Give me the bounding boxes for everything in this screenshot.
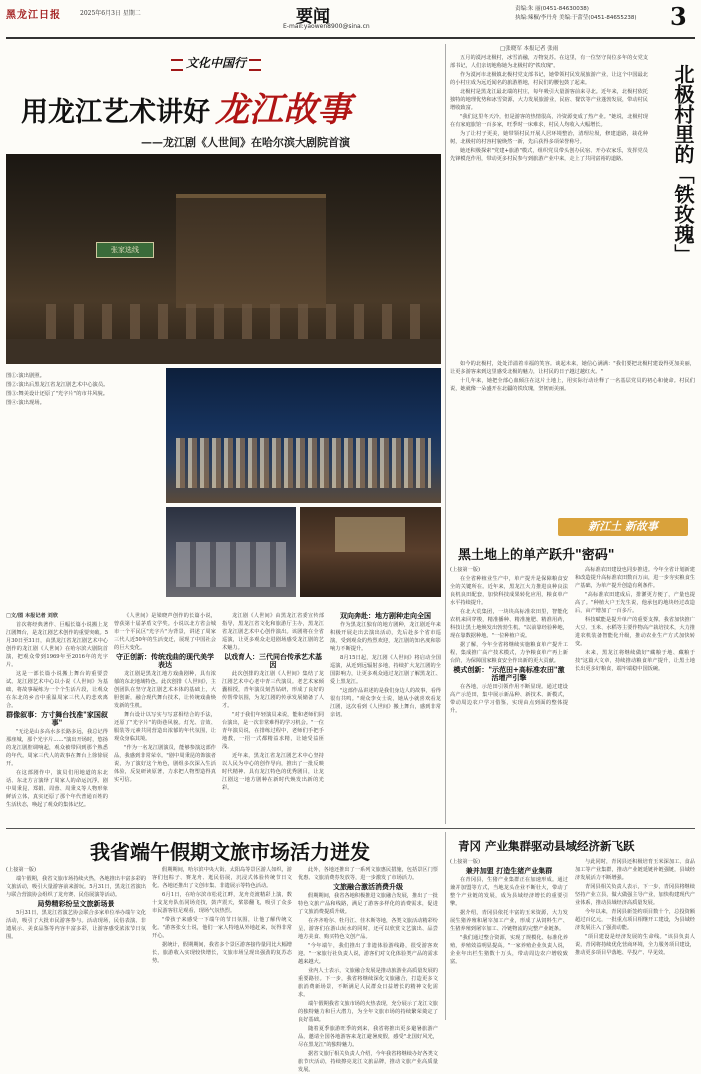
main-para-5: 《人世间》是梁晓声创作的长篇小说，曾获第十届茅盾文学奖。小说以北方省会城市一个平民区"光字片"为背景，讲述了周家三代人近50年的生活变迁，展现了中国社会的巨大变化。 (114, 613, 216, 651)
travel-para-8: 假期期间，我省各地积极推进文旅融合发展，推出了一批特色文旅产品和线路，满足了游客多样化的消费需求，促进了文旅消费提质升级。 (298, 893, 438, 915)
village-kicker: □张晓军 本报记者 张雨 (500, 46, 559, 52)
village-para-7: 如今的北极村，处处洋溢着幸福的笑容。谈起未来，她信心满满："我们要把北极村建设得更加美丽，让更多游客来到这里感受北极的魅力，让村民的日子越过越红火。" (450, 361, 695, 375)
photo-caption: 图①:演出剧照。 图②:演出后黑龙江省龙江剧艺术中心演员。 图③:舞美设计还原了"光字片"的市井风貌。 图④:演出现场。 (6, 373, 109, 406)
travel-col-2 (152, 866, 292, 1020)
lower-column-separator (445, 832, 446, 1020)
masthead-rule (6, 37, 695, 39)
main-story (6, 42, 441, 826)
tag-col-1 (450, 566, 568, 824)
stage-sign-text: 张家选线 (111, 246, 139, 254)
tag-para-7: 科技赋能是提升单产的重要支撑。我省加快推广大豆、玉米、水稻等主要作物高产栽培技术，大力推进农机装备智能化升级，推动农业生产方式加快转变。 (575, 617, 695, 647)
travel-subtitle-1: 局势精彩纷呈文旅新场景 (37, 899, 115, 908)
main-para-4: 在这部剧作中，演员们用地道的东北话、东北方言演绎了周家人的命运沉浮。剧中周秉昆、郑娟、周蓉、周秉义等人物形象鲜活立体，真实还原了那个年代普通百姓的生活状态，唤起了观众的集体记忆。 (6, 770, 108, 808)
masthead (0, 0, 701, 38)
main-para-10: 此次创排的龙江剧《人世间》集结了龙江剧艺术中心老中青三代演员。老艺术家倾囊相授，青年演员刻苦钻研，形成了良好的传帮带氛围，为龙江剧的传承发展储备了人才。 (222, 671, 324, 709)
industry-headline: 青冈 产业集群驱动县域经济新飞跃 (458, 839, 635, 853)
stage-house-silhouette (176, 194, 326, 308)
main-para-1: 首次将经典著作、巨幅长篇小说搬上龙江剧舞台，是龙江剧艺术创作的重要突破。5月30日至31日，由黑龙江省龙江剧艺术中心创作的龙江剧《人世间》在哈尔滨大剧院首演，把观众带到1969年至2016年的光字片。 (6, 622, 108, 668)
main-col-1 (6, 612, 108, 826)
main-para-6: 龙江剧是黑龙江地方戏曲剧种，具有浓郁的东北地域特色。此次创排《人世间》，主创团队在坚守龙江剧艺术本体的基础上，大胆创新，融合现代舞台技术，让传统戏曲焕发新的生机。 (114, 671, 216, 709)
stage-sign (96, 242, 154, 258)
stage-design-photo (166, 507, 296, 597)
travel-para-7: 此外，各地还推出了一系列文旅惠民措施，包括景区门票优惠、文旅消费券发放等，进一步激发了市场活力。 (298, 867, 438, 881)
page-number: 3 (670, 2, 687, 31)
main-para-13: 作为黑龙江独有的地方剧种，龙江剧近年来积极开展走出去演出活动，先后赴多个省市巡演，受到观众的热烈欢迎，龙江剧的知名度和影响力不断提升。 (330, 622, 441, 652)
main-subhead: ——龙江剧《人世间》在哈尔滨大剧院首演 (141, 136, 350, 149)
travel-para-14: 据省文旅厅相关负责人介绍，今年我省将继续办好各类文旅节庆活动，持续擦亮龙江文旅品牌，推动文旅产业高质量发展。 (298, 1051, 438, 1073)
village-para-6: 她还积极探索"党建+旅游"模式，组织党员带头创办民宿、开办农家乐，发挥党员先锋模范作用，带动更多村民参与到旅游产业中来，走上了共同富裕的道路。 (450, 148, 648, 162)
village-col-2 (450, 360, 695, 510)
industry-para-6: 今年以来，青冈县新签约项目数十个，总投资额超过百亿元，一批重点项目相继开工建设，为县域经济发展注入了强劲动能。 (575, 909, 695, 931)
stage-floor (6, 339, 441, 364)
main-para-11: "对于我们年轻演员来说，能和老师们同台演出，是一次非常难得的学习机会。"一位青年演员说，在排练过程中，老师们手把手地教，一招一式都精益求精，让她受益匪浅。 (222, 712, 324, 750)
culture-banner (171, 52, 261, 74)
village-para-2: 作为漠河市北极镇北极村党支部书记，她带领村民发展旅游产业，让这个中国最北的小村庄成为远近闻名的旅游胜地，村民们的腰包鼓了起来。 (450, 72, 648, 86)
lower-section-rule (6, 828, 695, 829)
travel-para-4: 6月1日，在哈尔滨市松花江畔，龙舟竞渡精彩上演，数十支龙舟队伍同场竞技，鼓声震天，桨影翻飞，吸引了众多市民游客驻足观看，现场气氛热烈。 (152, 892, 292, 914)
tag-banner (558, 518, 688, 536)
village-para-5: 为了让村子更美，她带领村民开展人居环境整治，清理垃圾，修建道路，栽花种树，北极村的村容村貌焕然一新，先后获得多项荣誉称号。 (450, 131, 648, 145)
tag-para-1: 在全省种植业生产中，单产提升是保障粮食安全的关键所在。近年来，黑龙江大力推进良种良法良机良田配套，加快科技成果转化应用，粮食单产水平持续提升。 (450, 576, 568, 606)
banner-left-ornament-icon (171, 59, 183, 71)
tag-para-2: 在北大荒集团，一块块高标准农田里，智能化农机来回穿梭，精准播种、精准施肥、精准用药，科技让黑土地焕发出勃勃生机。"以前靠经验种地，现在靠数据种地。"一位种植户说。 (450, 609, 568, 639)
main-headline (21, 82, 441, 132)
industry-col-2 (575, 858, 695, 1020)
main-para-14: 8月15日起，龙江剧《人世间》将启动全国巡演，从近到远辐射多地，持续扩大龙江剧的全国影响力，让更多观众通过龙江剧了解黑龙江、爱上黑龙江。 (330, 655, 441, 685)
issue-date: 2025年6月3日 星期二 (80, 10, 141, 17)
main-para-15: "这部作品讲述的是我们身边人的故事，看得很有共鸣。"观众李女士说，她从小就喜欢看龙江剧，这次看到《人世间》搬上舞台，感到非常亲切。 (330, 688, 441, 718)
travel-para-3: 5月31日，黑龙江省演艺协会联合多家单位举办端午文化活动，吸引了大批市民游客参与。活动现场，民俗表演、非遗展示、美食品鉴等内容丰富多彩，让游客感受浓浓节日氛围。 (6, 910, 146, 940)
industry-subtitle-1: 兼并加盟 打造生猪产业集群 (465, 866, 553, 875)
village-para-4: "我们这里冬天冷，但是游客的热情很高，冷资源变成了热产业。"她说，北极村现在有家庭旅馆一百多家，旺季时一床难求，村民人均收入大幅增长。 (450, 114, 648, 128)
audience-stage-glow (335, 517, 405, 552)
village-para-3: 北极村是黑龙江最北端的村庄，每年吸引大量游客前来寻北。近年来，北极村依托独特的地理优势和冰雪资源，大力发展旅游业，民宿、餐饮等产业蓬勃发展，带动村民增收致富。 (450, 89, 648, 111)
main-col-3 (222, 612, 324, 826)
travel-col-1 (6, 866, 146, 1020)
travel-headline: 我省端午假期文旅市场活力迸发 (90, 840, 370, 864)
travel-subtitle-2: 文旅融合激活消费升级 (333, 882, 403, 891)
tag-para-4: 在各地，示范田引领作用不断显现。通过建设高产示范田，集中展示新品种、新技术、新模式，带动周边农户学习借鉴，实现由点到面的整体提升。 (450, 684, 568, 714)
tag-headline: 黑土地上的单产跃升"密码" (458, 548, 615, 563)
tag-para-8: 未来，黑龙江将继续做好"藏粮于地、藏粮于技"这篇大文章，持续推动粮食单产提升，让黑土地长出更多好粮食，端牢端稳中国饭碗。 (575, 650, 695, 672)
industry-para-5: 青冈县相关负责人表示，下一步，青冈县将继续坚持产业立县，做大做强主导产业，加快构建现代产业体系，推动县域经济高质量发展。 (575, 884, 695, 906)
main-para-2: 这是一部长篇小说搬上舞台的重要尝试。龙江剧艺术中心以小说《人世间》为基础，将故事凝练为一个个生活片段，让观众在东北的乡音中重温周家三代人的悲欢离合。 (6, 671, 108, 709)
industry-para-1: 在青冈县，生猪产业集群正在加速形成。通过兼并加盟等方式，当地龙头企业不断壮大，带动了整个产业链的发展，成为县域经济增长的重要引擎。 (450, 877, 568, 907)
stage-figures (46, 304, 426, 344)
main-para-3: "无论是山多高水多长路多远，我总记得那座城，那个光字片……"演出开场时，悠扬的龙江剧腔调响起，观众被带回到那个熟悉的年代。周家三代人的故事在舞台上徐徐展开。 (6, 729, 108, 767)
travel-para-6: 据统计，假期期间，我省多个景区游客接待量同比大幅增长，旅游收入实现较快增长，文旅市场呈现出强劲的复苏态势。 (152, 942, 292, 964)
industry-kicker: (上接第一版) (450, 859, 480, 865)
main-para-7: 舞台设计以写实与写意相结合的手法，还原了"光字片"的街巷风貌。灯光、音效、服装等元素共同营造出浓郁的年代氛围，让观众身临其境。 (114, 712, 216, 742)
travel-para-9: 在齐齐哈尔、牡丹江、佳木斯等地，各类文旅活动精彩纷呈，游客们在游山玩水的同时，还可以欣赏文艺演出、品尝地方美食、购买特色文创产品。 (298, 918, 438, 940)
village-col-1 (450, 54, 648, 354)
travel-para-12: 端午假期我省文旅市场的火热表现，充分展示了龙江文旅的独特魅力和巨大潜力，为全年文旅市场的持续繁荣奠定了良好基础。 (298, 1001, 438, 1023)
travel-kicker: (上接第一版) (6, 867, 36, 873)
headline-part-b: 龙江故事 (215, 90, 352, 130)
main-subtitle-2: 守正创新：传统戏曲的现代美学表达 (116, 652, 214, 669)
tag-banner-text: 新江土 新故事 (588, 520, 658, 533)
village-vertical-title: 北极村里的「铁玫瑰」 (671, 64, 695, 264)
industry-para-7: "项目建设是经济发展的生命线。"该县负责人说，青冈将持续优化营商环境，全力服务项目建设，推动更多项目早落地、早投产、早见效。 (575, 934, 695, 956)
curtain-call-cast (176, 438, 431, 488)
village-para-8: 十几年来，她把全部心血倾注在这片土地上，用实际行动诠释了一名基层党员的初心和使命。村民们说，她就像一朵盛开在北疆的铁玫瑰，坚韧而美丽。 (450, 378, 695, 392)
travel-para-13: 随着夏季旅游旺季的到来，我省将推出更多避暑旅游产品，邀请全国各地游客来龙江避暑度假，感受"北国好风光，尽在黑龙江"的独特魅力。 (298, 1026, 438, 1048)
main-para-8: "作为一名龙江剧演员，能够参演这部作品，我感到非常荣幸。"剧中周秉昆的饰演者说，为了演好这个角色，剧组多次深入生活体验，反复研读原著，力求把人物塑造得真实可信。 (114, 745, 216, 783)
main-col-2 (114, 612, 216, 826)
tag-para-3: 据了解，今年全省将继续实施粮食单产提升工程，集成推广高产技术模式，力争粮食单产再上新台阶，为保障国家粮食安全作出新的更大贡献。 (450, 642, 568, 664)
tag-col-2 (575, 566, 695, 824)
village-para-1: 五月的漠河北极村，冰雪消融，万物复苏。在这里，有一位坚守岗位多年的女党支部书记，人们亲切地称她为北极村的"铁玫瑰"。 (450, 55, 648, 69)
stage-design-houses (176, 542, 286, 587)
main-subtitle-1: 群像叙事：方寸舞台找准"家国叙事" (6, 710, 108, 727)
travel-para-5: "带孩子来感受一下端午的节日氛围，让他了解传统文化。"游客张女士说，他们一家人特地从外地赶来，玩得非常开心。 (152, 917, 292, 939)
main-para-9: 龙江剧《人世间》由黑龙江省委宣传部指导，黑龙江省文化和旅游厅主办，黑龙江省龙江剧艺术中心创作演出。该剧将在全省巡演，让更多观众走进剧场感受龙江剧的艺术魅力。 (222, 613, 324, 651)
headline-part-a: 用龙江艺术讲好 (21, 97, 210, 128)
travel-para-2: 假期期间，哈尔滨中央大街、太阳岛等景区游人如织，游客们包粽子、赛龙舟、逛民俗展，沉浸式体验传统节日文化。各地还推出了文创市集、非遗展示等特色活动。 (152, 867, 292, 889)
industry-para-4: 与此同时，青冈县还积极培育玉米深加工、食品加工等产业集群，推动产业链延链补链强链，县域经济发展活力不断增强。 (575, 859, 695, 881)
main-subtitle-3: 以戏育人：三代同台传承艺术基因 (224, 652, 322, 669)
stage-photo-main (6, 154, 441, 364)
travel-para-1: 端午假期，我省文旅市场持续火热，各地推出丰富多彩的文旅活动，吸引大量游客前来游玩。5月31日，黑龙江省演出与联合营演协会组织了龙舟赛、民俗展演等活动。 (6, 876, 146, 898)
travel-col-3 (298, 866, 438, 1073)
village-story (450, 44, 695, 512)
tag-para-5: 高标准农田建设也同步推进。今年全省计划新建和改造提升高标准农田数百万亩，进一步夯实粮食生产基础，为单产提升创造有利条件。 (575, 567, 695, 589)
main-subtitle-4: 双向奔赴：地方剧种走向全国 (340, 611, 431, 620)
paper-name: 黑龙江日报 (6, 10, 61, 21)
tag-subtitle-1: 模式创新："示范田+高标准农田"激活增产引擎 (453, 665, 565, 682)
banner-right-ornament-icon (249, 59, 261, 71)
column-separator (445, 44, 446, 824)
banner-text: 文化中国行 (186, 56, 247, 70)
section-name: 要闻 (296, 7, 330, 27)
main-para-12: 近年来，黑龙江省龙江剧艺术中心坚持以人民为中心的创作导向，推出了一批反映时代精神、具有龙江特色的优秀剧目，让龙江剧这一地方剧种在新时代焕发出新的光彩。 (222, 753, 324, 791)
industry-col-1 (450, 858, 568, 1020)
tag-kicker: (上接第一版) (450, 567, 480, 573)
curtain-call-photo (166, 368, 441, 503)
tag-para-6: "高标准农田建成后，排灌更方便了，产量也提高了。"种植大户王先生说，他承包的地块经过改造后，亩产增加了一百多斤。 (575, 592, 695, 614)
travel-para-10: "今年端午，我们推出了非遗体验游线路，很受游客欢迎。"一家旅行社负责人说，游客们对文化体验类产品的需求越来越大。 (298, 943, 438, 965)
section-email: E-mail:yaowen8900@sina.cn (283, 23, 370, 30)
travel-para-11: 业内人士表示，文旅融合发展是推动旅游业高质量发展的重要路径。下一步，我省将继续深化文旅融合，打造更多文旅消费新场景，不断满足人民群众日益增长的精神文化需求。 (298, 968, 438, 998)
main-col-4 (330, 612, 441, 826)
main-byline: □文/图 本报记者 刘欣 (6, 613, 58, 619)
audience-photo (300, 507, 441, 597)
industry-para-3: "我们通过整合资源，实现了规模化、标准化养殖，养殖效益明显提高。"一家养殖企业负责人说，企业年出栏生猪数十万头，带动周边农户增收致富。 (450, 935, 568, 965)
editor-info: 责编:朱 丽(0451-84630038) 执编:辣椒/李丹舟 美编:于蕾莹(0451-84655238) (515, 6, 637, 21)
industry-para-2: 据介绍，青冈县依托丰富的玉米资源，大力发展生猪养殖和屠宰加工产业，形成了从饲料生产、生猪养殖到屠宰加工、冷链物流的完整产业链条。 (450, 910, 568, 932)
